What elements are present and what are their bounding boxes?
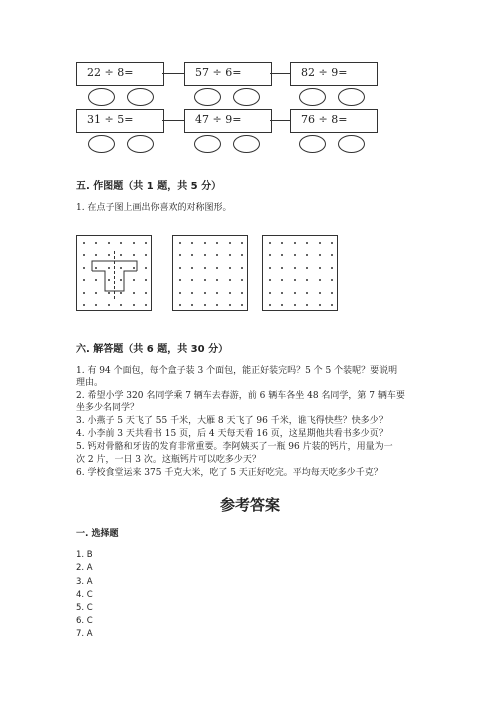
grid-dot (229, 304, 231, 306)
grid-dot (229, 254, 231, 256)
answer-ellipse (194, 88, 221, 106)
grid-dot (331, 279, 333, 281)
section-6-title: 六. 解答题（共 6 题，共 30 分） (76, 344, 229, 355)
grid-dot (306, 304, 308, 306)
grid-dot (241, 304, 243, 306)
grid-dot (216, 292, 218, 294)
division-label: 22 ÷ 8= (87, 66, 134, 79)
grid-dot (241, 279, 243, 281)
answer-ellipse (338, 88, 365, 106)
answer-item: 4. C (76, 590, 93, 600)
grid-dot (319, 304, 321, 306)
grid-dot (83, 242, 85, 244)
grid-dot (281, 242, 283, 244)
symmetric-figure (77, 236, 151, 310)
grid-dot (108, 267, 110, 269)
grid-dot (319, 267, 321, 269)
grid-dot (331, 254, 333, 256)
grid-dot (281, 292, 283, 294)
section-6-line-4: 坐多少名同学？ (76, 403, 140, 413)
grid-dot (145, 292, 147, 294)
section-6-line-8: 次 2 片，一日 3 次。这瓶钙片可以吃多少天？ (76, 455, 261, 465)
grid-dot (306, 254, 308, 256)
answer-ellipse (127, 88, 154, 106)
grid-dot (306, 242, 308, 244)
grid-dot (204, 267, 206, 269)
grid-dot (133, 242, 135, 244)
division-label: 76 ÷ 8= (301, 113, 348, 126)
grid-dot (133, 279, 135, 281)
division-box-1 (76, 62, 164, 86)
grid-dot (191, 279, 193, 281)
answer-ellipse (299, 135, 326, 153)
answer-ellipse (338, 135, 365, 153)
grid-dot (191, 304, 193, 306)
grid-dot (281, 254, 283, 256)
grid-dot (269, 267, 271, 269)
connector-line (270, 73, 290, 74)
grid-dot (191, 292, 193, 294)
grid-dot (191, 267, 193, 269)
grid-dot (179, 279, 181, 281)
grid-dot (241, 267, 243, 269)
grid-dot (133, 304, 135, 306)
division-box-2 (184, 62, 272, 86)
grid-dot (191, 242, 193, 244)
grid-dot (133, 292, 135, 294)
division-box-4 (76, 109, 164, 133)
grid-dot (83, 267, 85, 269)
grid-dot (331, 304, 333, 306)
grid-dot (281, 279, 283, 281)
grid-dot (294, 279, 296, 281)
grid-dot (108, 242, 110, 244)
grid-dot (145, 242, 147, 244)
grid-dot (319, 292, 321, 294)
section-6-line-9: 6. 学校食堂运来 375 千克大米，吃了 5 天正好吃完。平均每天吃多少千克？ (76, 468, 383, 478)
grid-dot (204, 279, 206, 281)
grid-dot (294, 254, 296, 256)
grid-dot (306, 292, 308, 294)
grid-dot (294, 292, 296, 294)
section-6-line-1: 1. 有 94 个面包，每个盒子装 3 个面包，能正好装完吗？5 个 5 个装呢？要说明 (76, 366, 398, 376)
answer-ellipse (88, 135, 115, 153)
grid-dot (294, 242, 296, 244)
grid-dot (204, 242, 206, 244)
grid-dot (269, 242, 271, 244)
grid-dot (204, 304, 206, 306)
answer-item: 6. C (76, 616, 93, 626)
answers-title: 参考答案 (219, 496, 280, 514)
grid-dot (145, 267, 147, 269)
grid-dot (216, 267, 218, 269)
connector-line (162, 120, 184, 121)
answer-item: 3. A (76, 577, 93, 587)
grid-dot (281, 304, 283, 306)
section-5-question: 1. 在点子图上画出你喜欢的对称图形。 (76, 203, 232, 213)
connector-line (270, 120, 290, 121)
grid-dot (319, 279, 321, 281)
grid-dot (216, 304, 218, 306)
division-box-3 (290, 62, 378, 86)
grid-dot (179, 304, 181, 306)
answer-ellipse (299, 88, 326, 106)
grid-dot (294, 267, 296, 269)
grid-dot (269, 304, 271, 306)
grid-dot (204, 254, 206, 256)
grid-dot (83, 304, 85, 306)
grid-dot (179, 292, 181, 294)
grid-dot (216, 254, 218, 256)
division-label: 47 ÷ 9= (195, 113, 242, 126)
division-label: 57 ÷ 6= (195, 66, 242, 79)
answer-item: 2. A (76, 563, 93, 573)
grid-dot (108, 304, 110, 306)
grid-dot (241, 254, 243, 256)
division-label: 82 ÷ 9= (301, 66, 348, 79)
grid-dot (216, 242, 218, 244)
grid-dot (294, 304, 296, 306)
section-6-line-7: 5. 钙对骨骼和牙齿的发育非常重要。李阿姨买了一瓶 96 片装的钙片，用量为一 (76, 442, 393, 452)
grid-dot (83, 292, 85, 294)
grid-dot (281, 267, 283, 269)
grid-dot (306, 267, 308, 269)
grid-dot (229, 279, 231, 281)
answer-ellipse (127, 135, 154, 153)
grid-dot (179, 254, 181, 256)
answer-ellipse (233, 88, 260, 106)
grid-dot (269, 254, 271, 256)
connector-line (162, 73, 184, 74)
grid-dot (241, 242, 243, 244)
grid-dot (241, 292, 243, 294)
grid-dot (229, 292, 231, 294)
answer-ellipse (88, 88, 115, 106)
division-box-5 (184, 109, 272, 133)
division-box-6 (290, 109, 378, 133)
answers-subtitle: 一. 选择题 (76, 529, 119, 539)
grid-dot (331, 267, 333, 269)
grid-dot (319, 242, 321, 244)
dot-grid-2 (172, 235, 248, 311)
grid-dot (204, 292, 206, 294)
answer-ellipse (194, 135, 221, 153)
grid-dot (331, 292, 333, 294)
dot-grid-1 (76, 235, 152, 311)
grid-dot (120, 292, 122, 294)
answer-item: 7. A (76, 629, 93, 639)
dot-grid-3 (262, 235, 338, 311)
grid-dot (269, 292, 271, 294)
grid-dot (133, 267, 135, 269)
grid-dot (179, 242, 181, 244)
grid-dot (229, 242, 231, 244)
section-5-title: 五. 作图题（共 1 题，共 5 分） (76, 181, 222, 192)
grid-dot (108, 292, 110, 294)
section-6-line-3: 2. 希望小学 320 名同学乘 7 辆车去春游，前 6 辆车各坐 48 名同学，第 7 辆车要 (76, 391, 405, 401)
grid-dot (179, 267, 181, 269)
grid-dot (269, 279, 271, 281)
section-6-line-2: 理由。 (76, 378, 104, 388)
answer-item: 1. B (76, 550, 93, 560)
grid-dot (145, 304, 147, 306)
grid-dot (306, 279, 308, 281)
grid-dot (319, 254, 321, 256)
grid-dot (191, 254, 193, 256)
answer-ellipse (233, 135, 260, 153)
division-label: 31 ÷ 5= (87, 113, 134, 126)
answer-item: 5. C (76, 603, 93, 613)
grid-dot (216, 279, 218, 281)
section-6-line-6: 4. 小李前 3 天共看书 15 页，后 4 天每天看 16 页，这星期他共看书多少页？ (76, 429, 388, 439)
grid-dot (229, 267, 231, 269)
grid-dot (331, 242, 333, 244)
section-6-line-5: 3. 小燕子 5 天飞了 55 千米，大雁 8 天飞了 96 千米，谁飞得快些？快多少？ (76, 416, 388, 426)
